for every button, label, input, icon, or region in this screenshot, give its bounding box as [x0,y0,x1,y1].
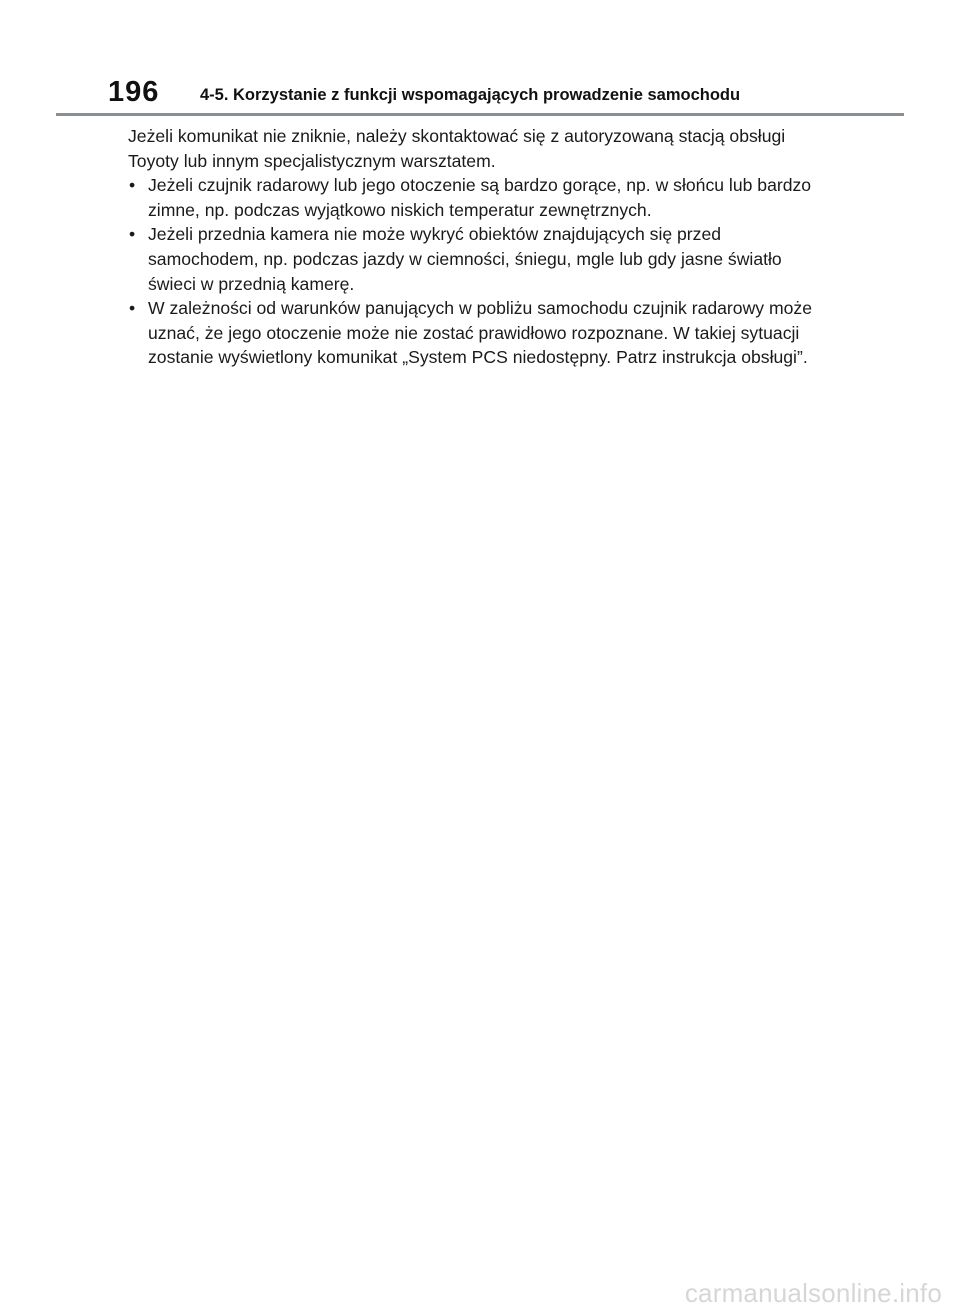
bullet-marker: • [129,224,136,245]
watermark-text: carmanualsonline.info [684,1278,942,1308]
bullet-marker: • [129,298,136,319]
header-divider [56,113,904,116]
list-item [128,173,818,222]
section-title: 4-5. Korzystanie z funkcji wspomagających prowadzenie samochodu [200,86,741,104]
list-item [128,296,818,370]
list-item-text: Jeżeli przednia kamera nie może wykryć obiektów znajdujących się przed samochodem, np. podczas jazdy w ciemności, śniegu, mgle lub gdy jasne światło świeci w przednią kamerę. [148,224,782,294]
page-number: 196 [108,76,160,108]
bullet-list [128,173,818,370]
list-item [128,222,818,296]
page-content [128,124,818,370]
list-item-text: W zależności od warunków panujących w pobliżu samochodu czujnik radarowy może uznać, że jego otoczenie może nie zostać prawidłowo rozpoznane. W takiej sytuacji zostanie wyświetlony komunikat „System PCS niedostępny. Patrz instrukcja obsługi”. [148,298,812,368]
page-header [0,0,960,120]
list-item-text: Jeżeli czujnik radarowy lub jego otoczenie są bardzo gorące, np. w słońcu lub bardzo zimne, np. podczas wyjątkowo niskich temperatur zewnętrznych. [148,175,812,220]
intro-paragraph: Jeżeli komunikat nie zniknie, należy skontaktować się z autoryzowaną stacją obsługi Toyoty lub innym specjalistycznym warsztatem. [128,126,786,171]
bullet-marker: • [129,175,136,196]
